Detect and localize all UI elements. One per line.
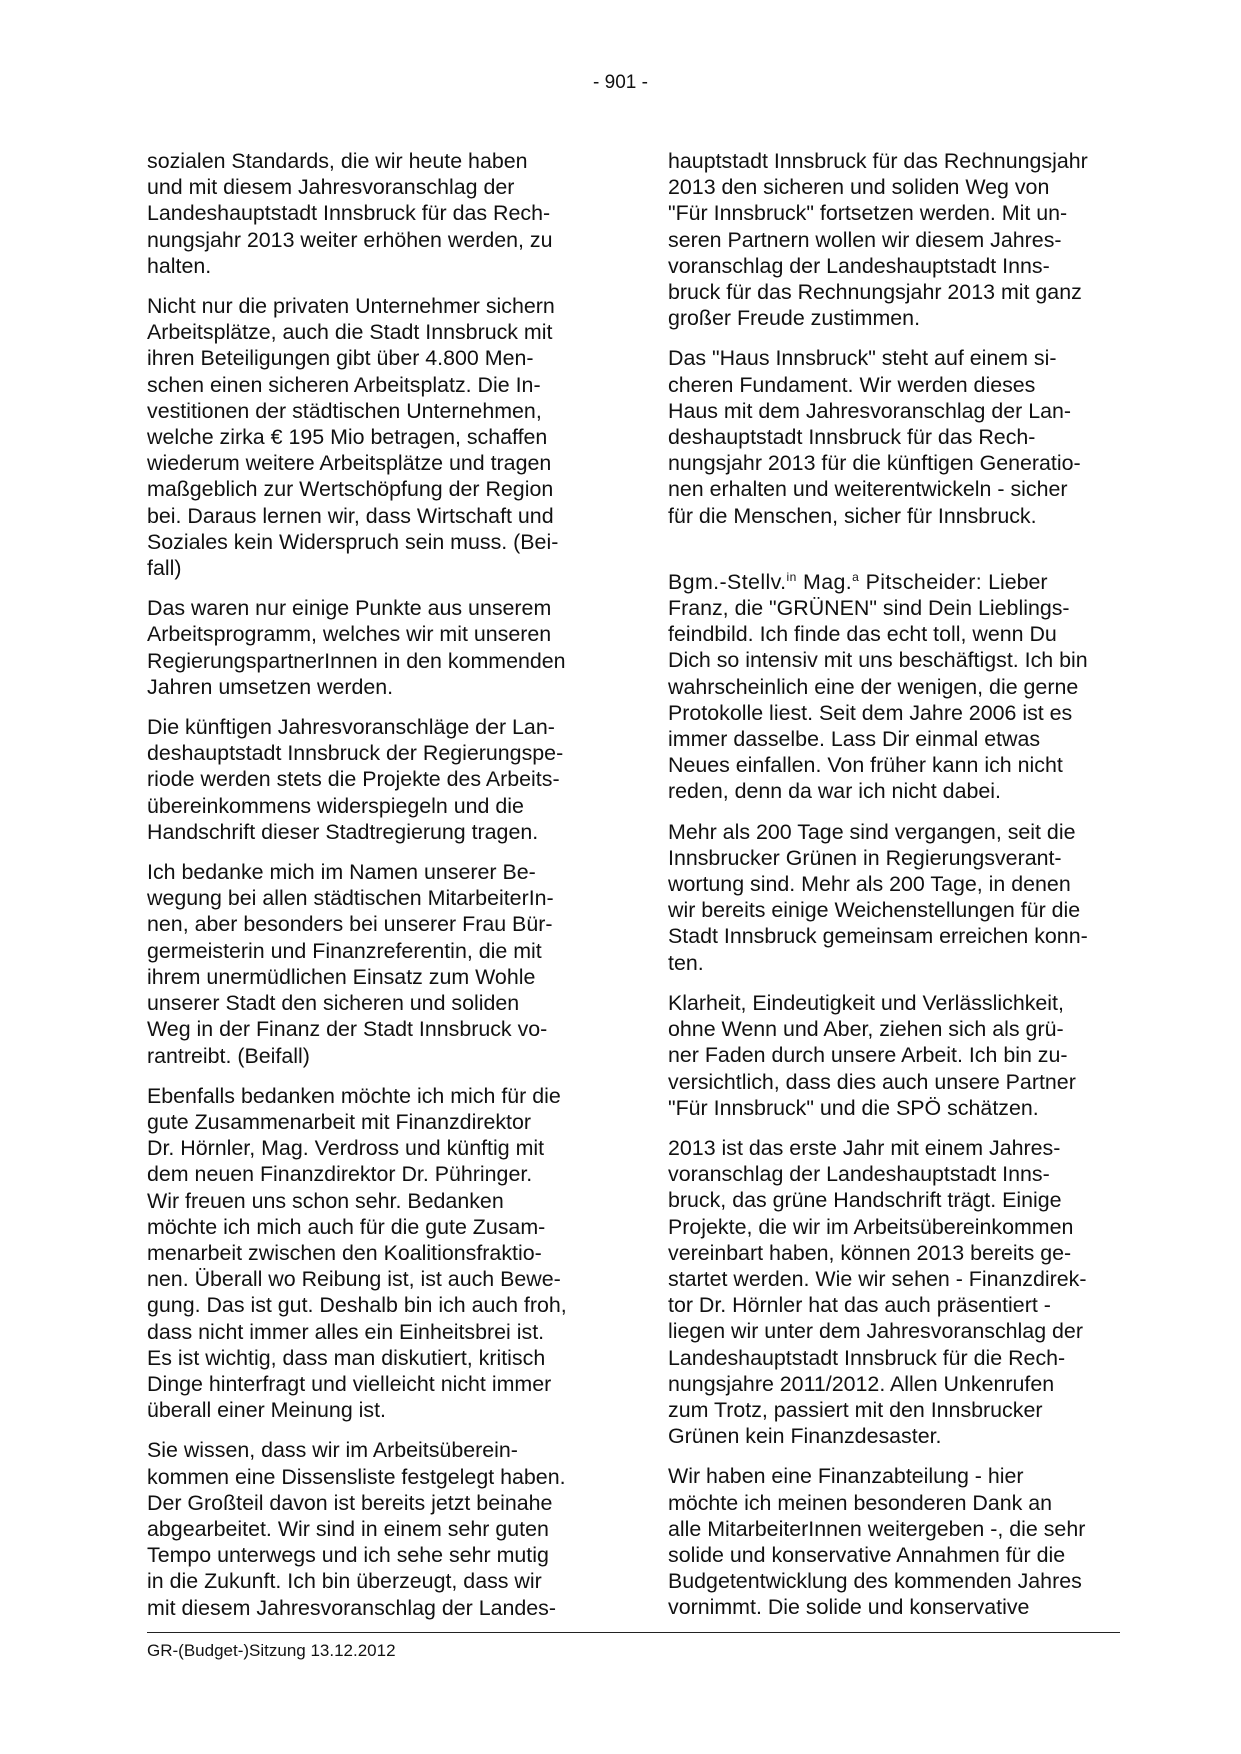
right-column [668,148,1120,1635]
paragraph: Das waren nur einige Punkte aus unserem Arbeitsprogramm, welches wir mit unseren RegierungspartnerInnen in den kommenden Jahren umsetzen werden. [147,596,566,699]
paragraph: hauptstadt Innsbruck für das Rechnungsjahr 2013 den sicheren und soliden Weg von "Für Innsbruck" fortsetzen werden. Mit un- seren Partnern wollen wir diesem Jahres- voranschlag der Landeshauptstadt Inns- bruck für das Rechnungsjahr 2013 mit ganz großer Freude zustimmen. [668,149,1088,331]
speaker-name: Pitscheider: [865,569,983,594]
speaker-degree: Mag. [803,569,853,594]
footer-divider [147,1632,1120,1633]
paragraph: Klarheit, Eindeutigkeit und Verlässlichkeit, ohne Wenn und Aber, ziehen sich als grü- ner Faden durch unsere Arbeit. Ich bin zu- versichtlich, dass dies auch unsere Partner "Für Innsbruck" und die SPÖ schätzen. [668,990,1076,1120]
speaker-title-sup: in [786,569,797,584]
paragraph: Ebenfalls bedanken möchte ich mich für die gute Zusammenarbeit mit Finanzdirektor Dr. Hörnler, Mag. Verdross und künftig mit dem neuen Finanzdirektor Dr. Pühringer. Wir freuen uns schon sehr. Bedanken möchte ich mich auch für die gute Zusam- menarbeit zwischen den Koalitionsfraktio- nen. Überall wo Reibung ist, ist auch Bewe- gung. Das ist gut. Deshalb bin ich auch froh, dass nicht immer alles ein Einheitsbrei ist. Es ist wichtig, dass man diskutiert, kritisch Dinge hinterfragt und vielleicht nicht immer überall einer Meinung ist. [147,1083,567,1423]
speaker-title: Bgm.-Stellv. [668,569,787,594]
paragraph: Das "Haus Innsbruck" steht auf einem si- cheren Fundament. Wir werden dieses Haus mit dem Jahresvoranschlag der Lan- deshauptstadt Innsbruck für das Rech- nungsjahr 2013 für die künftigen Generatio- nen erhalten und weiterentwickeln - sicher für die Menschen, sicher für Innsbruck. [668,346,1081,528]
paragraph: Mehr als 200 Tage sind vergangen, seit die Innsbrucker Grünen in Regierungsverant- wortung sind. Mehr als 200 Tage, in denen wir bereits einige Weichenstellungen für die Stadt Innsbruck gemeinsam erreichen konn- ten. [668,819,1088,975]
speaker-degree-sup: a [852,569,860,584]
speech-text: Lieber Franz, die "GRÜNEN" sind Dein Lieblings- feindbild. Ich finde das echt toll, wenn Du Dich so intensiv mit uns beschäftigst. Ich bin wahrscheinlich eine der wenigen, die gerne Protokolle liest. Seit dem Jahre 2006 ist es immer dasselbe. Lass Dir einmal etwas Neues einfallen. Von früher kann ich nicht reden, denn da war ich nicht dabei. [668,569,1088,804]
speaker-label [668,570,982,594]
footer-session-label: GR-(Budget-)Sitzung 13.12.2012 [147,1641,396,1660]
paragraph: Die künftigen Jahresvoranschläge der Lan- deshauptstadt Innsbruck der Regierungspe- riode werden stets die Projekte des Arbeits- übereinkommens widerspiegeln und die Handschrift dieser Stadtregierung tragen. [147,715,564,844]
left-column [147,148,599,1635]
page-number: - 901 - [593,72,648,93]
paragraph: Ich bedanke mich im Namen unserer Be- wegung bei allen städtischen MitarbeiterIn- nen, aber besonders bei unserer Frau Bür- germeisterin und Finanzreferentin, die mit ihrem unermüdlichen Einsatz zum Wohle unserer Stadt den sicheren und soliden Weg in der Finanz der Stadt Innsbruck vo- rantreibt. (Beifall) [147,860,554,1068]
paragraph: Sie wissen, dass wir im Arbeitsüberein- kommen eine Dissensliste festgelegt haben. Der Großteil davon ist bereits jetzt beinahe abgearbeitet. Wir sind in einem sehr guten Tempo unterwegs und ich sehe sehr mutig in die Zukunft. Ich bin überzeugt, dass wir mit diesem Jahresvoranschlag der Landes- [147,1438,566,1620]
paragraph: sozialen Standards, die wir heute haben und mit diesem Jahresvoranschlag der Landeshauptstadt Innsbruck für das Rech- nungsjahr 2013 weiter erhöhen werden, zu halten. [147,149,553,278]
paragraph: Nicht nur die privaten Unternehmer sichern Arbeitsplätze, auch die Stadt Innsbruck mit ihren Beteiligungen gibt über 4.800 Men- schen einen sicheren Arbeitsplatz. Die In- vestitionen der städtischen Unternehmen, welche zirka € 195 Mio betragen, schaffen wiederum weitere Arbeitsplätze und tragen maßgeblich zur Wertschöpfung der Region bei. Daraus lernen wir, dass Wirtschaft und Soziales kein Widerspruch sein muss. (Bei- fall) [147,294,559,581]
speech-paragraph [668,569,1120,805]
paragraph: 2013 ist das erste Jahr mit einem Jahres- voranschlag der Landeshauptstadt Inns- bruck, das grüne Handschrift trägt. Einige Projekte, die wir im Arbeitsübereinkommen vereinbart haben, können 2013 bereits ge- startet werden. Wie wir sehen - Finanzdirek- tor Dr. Hörnler hat das auch präsentiert - liegen wir unter dem Jahresvoranschlag der Landeshauptstadt Innsbruck für die Rech- nungsjahre 2011/2012. Allen Unkenrufen zum Trotz, passiert mit den Innsbrucker Grünen kein Finanzdesaster. [668,1135,1087,1449]
paragraph: Wir haben eine Finanzabteilung - hier möchte ich meinen besonderen Dank an alle MitarbeiterInnen weitergeben -, die sehr solide und konservative Annahmen für die Budgetentwicklung des kommenden Jahres vornimmt. Die solide und konservative [668,1464,1086,1620]
